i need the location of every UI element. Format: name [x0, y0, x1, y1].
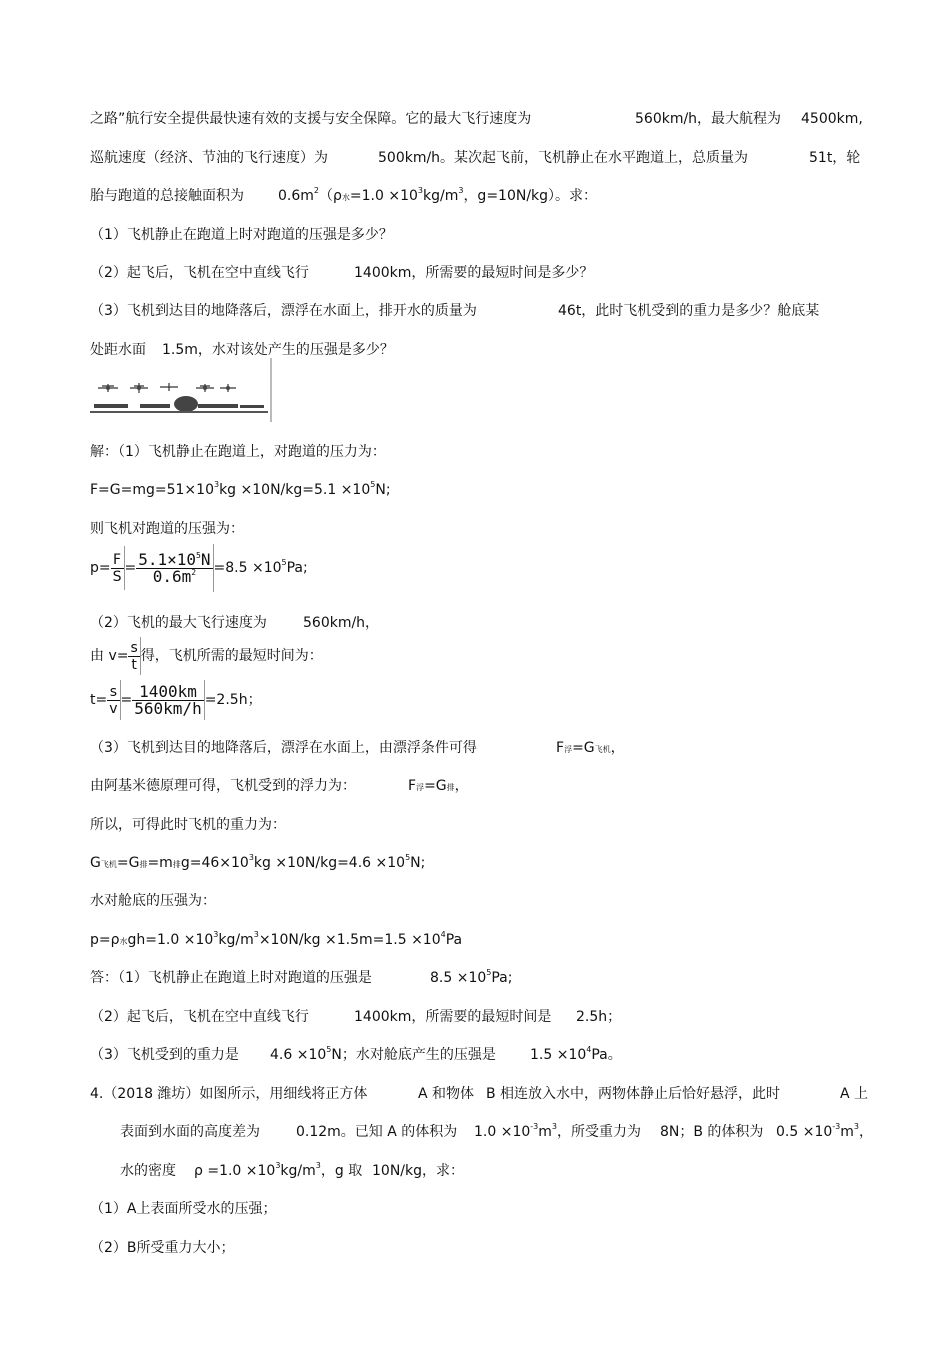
solution-1: 解：（1）飞机静止在跑道上，对跑道的压力为： — [90, 444, 386, 460]
problem-area: $0.6m^2(\rho$水$=1.0 \times 10^3kg/m^3$，g=10N/kg）。求： — [278, 186, 598, 204]
problem-max-speed: 560km/h，最大航程为 — [635, 111, 782, 127]
airplane-figure — [90, 358, 272, 422]
problem-4-height: 0.12m。已知 A 的体积为 — [296, 1124, 458, 1140]
question-3-cont: 处距水面 — [90, 342, 146, 358]
answer-2-distance: 1400km，所需要的最短时间是 — [354, 1009, 552, 1025]
answer-3-pressure: $1.5 \times 10^4Pa$。 — [530, 1045, 622, 1063]
answer-2-time: 2.5h； — [576, 1009, 622, 1025]
problem-4-object-a: A 和物体 — [418, 1086, 475, 1102]
problem-4-sub-1: （1）A上表面所受水的压强； — [90, 1201, 277, 1217]
velocity-formula: 由 v= $\frac{s}{t}$ 得，飞机所需的最短时间为： — [90, 636, 323, 676]
question-1: （1）飞机静止在跑道上时对跑道的压强是多少？ — [90, 227, 393, 243]
problem-line-3: 胎与跑道的总接触面积为 — [90, 188, 244, 204]
fraction-f-over-s: $\frac{F}{S}$ — [112, 551, 122, 585]
problem-4-g: 10N/kg，求： — [372, 1163, 464, 1179]
fraction-time-values: $\frac{1400km}{560km/h}$ — [134, 681, 202, 718]
problem-4-sub-2: （2）B所受重力大小； — [90, 1240, 235, 1256]
answer-3: （3）飞机受到的重力是 — [90, 1047, 239, 1063]
problem-max-range: 4500km, — [801, 111, 863, 127]
problem-4-line-3: 水的密度 — [120, 1163, 176, 1179]
solution-gravity: G飞机=G排=m排$g=46\times 10^3kg \times 10N/kg=4.6 \times 10^5N$; — [90, 853, 426, 871]
solution-pressure-label: 则飞机对跑道的压强为： — [90, 521, 244, 537]
solution-buoyancy: F浮=G排， — [408, 778, 469, 794]
problem-4-density: $\rho =1.0 \times 10^3kg/m^3$，g 取 — [194, 1161, 363, 1179]
problem-line-2: 巡航速度（经济、节油的飞行速度）为 — [90, 150, 328, 166]
solution-force: $F=G=mg=51\times 10^3kg \times 10N/kg=5.1 \times 10^5N$; — [90, 480, 391, 498]
problem-line-1: 之路”航行安全提供最快速有效的支援与安全保障。它的最大飞行速度为 — [90, 111, 532, 127]
problem-mass: 51t，轮 — [809, 150, 861, 166]
answer-2: （2）起飞后，飞机在空中直线飞行 — [90, 1009, 309, 1025]
problem-4-line-2: 表面到水面的高度差为 — [120, 1124, 260, 1140]
solution-2-speed: 560km/h， — [303, 615, 380, 631]
question-3: （3）飞机到达目的地降落后，漂浮在水面上，排开水的质量为 — [90, 303, 477, 319]
problem-4-object-b: B 相连放入水中，两物体静止后恰好悬浮，此时 — [486, 1086, 781, 1102]
question-3-mass: 46t，此时飞机受到的重力是多少？舱底某 — [558, 303, 820, 319]
problem-4-line-1: 4.（2018 潍坊）如图所示，用细线将正方体 — [90, 1086, 368, 1102]
question-2: （2）起飞后，飞机在空中直线飞行 — [90, 265, 309, 281]
solution-3-float: F浮=G飞机， — [556, 740, 625, 756]
solution-2: （2）飞机的最大飞行速度为 — [90, 615, 267, 631]
problem-4-volume-a: $1.0 \times 10^{-3}m^3$，所受重力为 — [474, 1122, 641, 1140]
solution-water-pressure: p=ρ水$gh=1.0 \times 10^3kg/m^3\times 10N/kg \times 1.5m=1.5 \times 10^4Pa$ — [90, 930, 463, 948]
fraction-s-over-t: $\frac{s}{t}$ — [130, 639, 138, 673]
solution-archimedes: 由阿基米德原理可得，飞机受到的浮力为： — [90, 778, 356, 794]
solution-gravity-label: 所以，可得此时飞机的重力为： — [90, 817, 286, 833]
problem-4-volume-b: $0.5 \times 10^{-3}m^3$， — [776, 1122, 873, 1140]
solution-3: （3）飞机到达目的地降落后，漂浮在水面上，由漂浮条件可得 — [90, 740, 477, 756]
answer-3-gravity: $4.6 \times 10^5N$；水对舱底产生的压强是 — [270, 1045, 496, 1063]
fraction-pressure-values: $\frac{5.1\times 10^5N}{0.6m^2}$ — [138, 549, 211, 586]
solution-water-pressure-label: 水对舱底的压强为： — [90, 893, 216, 909]
fraction-s-over-v: $\frac{s}{v}$ — [109, 683, 118, 717]
pressure-formula: p= $\frac{F}{S}$ = $\frac{5.1\times 10^5N}{0.6m^2}$ $=8.5 \times 10^5Pa$; — [90, 543, 308, 593]
problem-4-a-top: A 上 — [840, 1086, 869, 1102]
answer-1: 答：（1）飞机静止在跑道上时对跑道的压强是 — [90, 970, 372, 986]
question-3-depth: 1.5m，水对该处产生的压强是多少？ — [162, 342, 394, 358]
question-2-distance: 1400km，所需要的最短时间是多少？ — [354, 265, 594, 281]
airplane-on-runway-icon — [90, 358, 272, 422]
answer-1-value: $8.5 \times 10^5Pa$; — [430, 968, 513, 986]
problem-cruise-speed: 500km/h。某次起飞前，飞机静止在水平跑道上，总质量为 — [378, 150, 749, 166]
time-formula: t= $\frac{s}{v}$ = $\frac{1400km}{560km/h}$ =2.5h； — [90, 678, 262, 722]
problem-4-gravity-a: 8N；B 的体积为 — [660, 1124, 764, 1140]
